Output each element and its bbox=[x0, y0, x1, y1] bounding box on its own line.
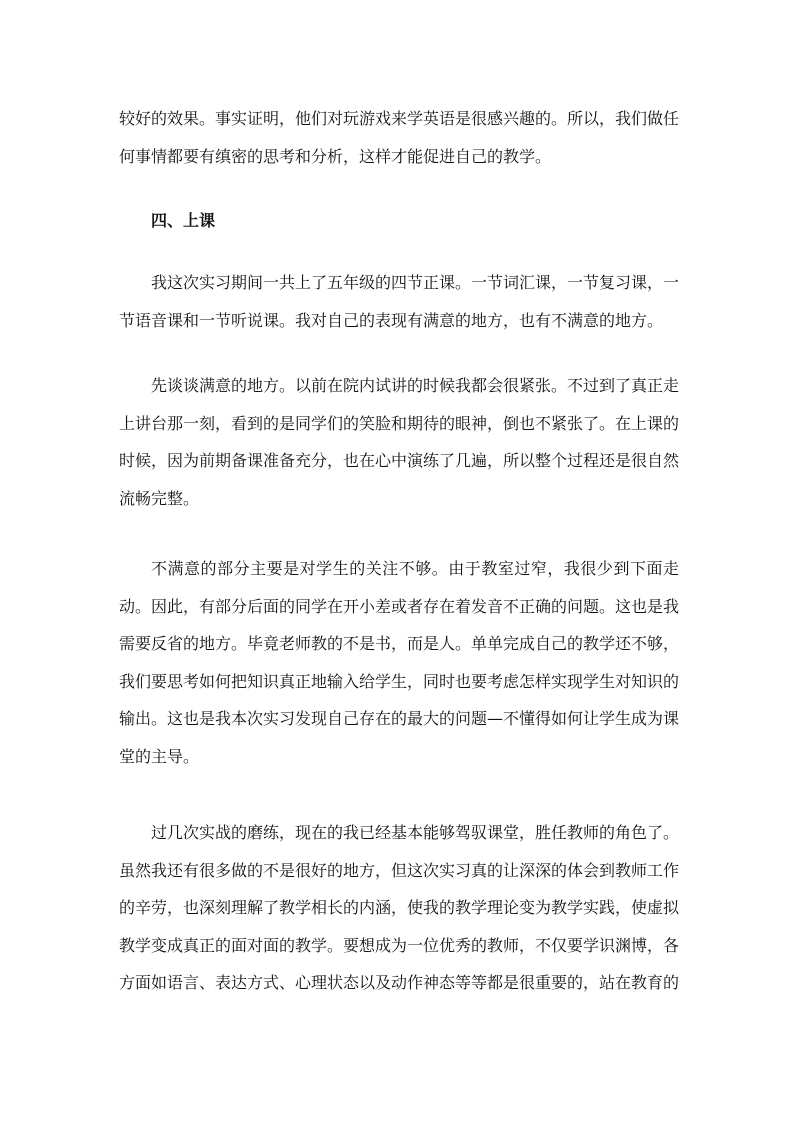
paragraph-1: 我这次实习期间一共上了五年级的四节正课。一节词汇课，一节复习课，一节语音课和一节听说课。我对自己的表现有满意的地方，也有不满意的地方。 bbox=[119, 273, 680, 330]
paragraph-4: 过几次实战的磨练，现在的我已经基本能够驾驭课堂，胜任教师的角色了。虽然我还有很多做的不是很好的地方，但这次实习真的让深深的体会到教师工作的辛劳，也深刻理解了教学相长的内涵，使我的教学理论变为教学实践，使虚拟教学变成真正的面对面的教学。要想成为一位优秀的教师，不仅要学识渊博，各方面如语言、表达方式、心理状态以及动作神态等等都是很重要的，站在教育的 bbox=[119, 823, 680, 992]
section-heading: 四、上课 bbox=[151, 211, 216, 230]
paragraph-continued: 较好的效果。事实证明，他们对玩游戏来学英语是很感兴趣的。所以，我们做任何事情都要有缜密的思考和分析，这样才能促进自己的教学。 bbox=[119, 109, 680, 166]
paragraph-2: 先谈谈满意的地方。以前在院内试讲的时候我都会很紧张。不过到了真正走上讲台那一刻，看到的是同学们的笑脸和期待的眼神，倒也不紧张了。在上课的时候，因为前期备课准备充分，也在心中演练了几遍，所以整个过程还是很自然流畅完整。 bbox=[119, 376, 680, 508]
paragraph-3: 不满意的部分主要是对学生的关注不够。由于教室过窄，我很少到下面走动。因此，有部分后面的同学在开小差或者存在着发音不正确的问题。这也是我需要反省的地方。毕竟老师教的不是书，而是人。单单完成自己的教学还不够，我们要思考如何把知识真正地输入给学生，同时也要考虑怎样实现学生对知识的输出。这也是我本次实习发现自己存在的最大的问题—不懂得如何让学生成为课堂的主导。 bbox=[119, 559, 680, 766]
